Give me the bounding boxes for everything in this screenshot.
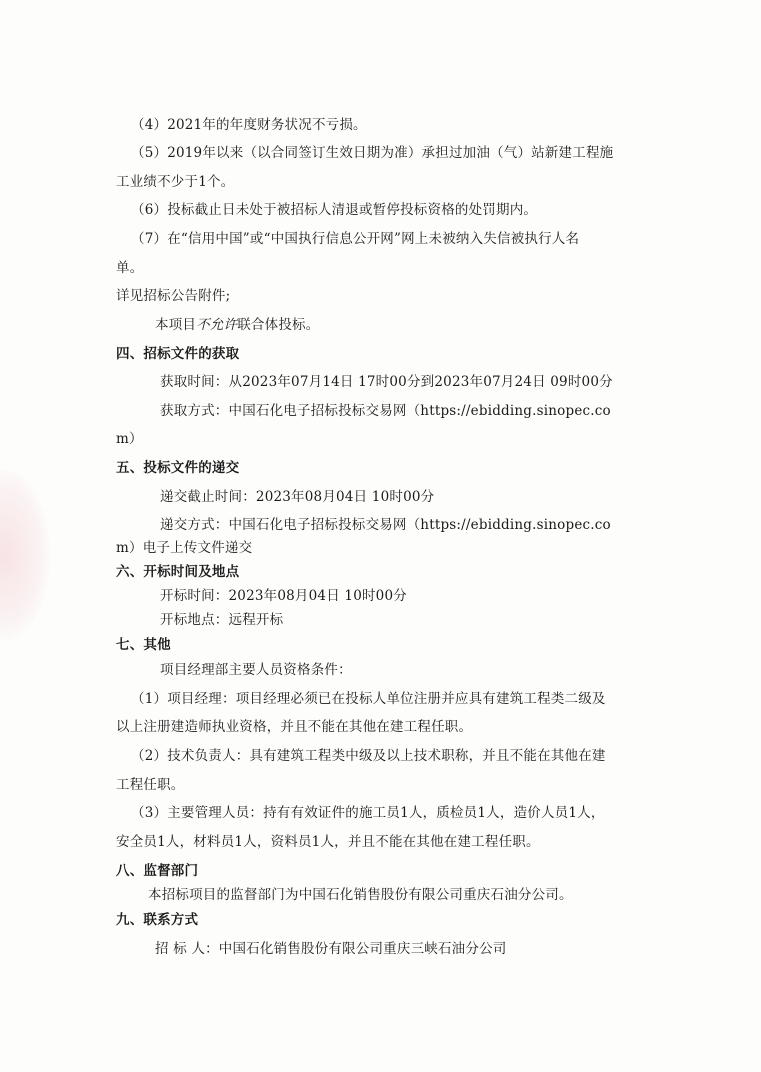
requirement-4: （4）2021年的年度财务状况不亏损。 — [131, 117, 367, 133]
section-7-item-2-cont: 工程任职。 — [116, 777, 185, 793]
section-6-time: 开标时间：2023年08月04日 10时00分 — [160, 588, 407, 604]
consortium-note-pre: 本项目 — [155, 317, 197, 333]
section-5-deadline: 递交截止时间：2023年08月04日 10时00分 — [160, 489, 435, 505]
section-9-tenderer: 招 标 人：中国石化销售股份有限公司重庆三峡石油分公司 — [155, 941, 507, 957]
seal-stamp-fragment — [0, 470, 50, 640]
requirement-7: （7）在“信用中国”或“中国执行信息公开网”网上未被纳入失信被执行人名 — [131, 231, 580, 247]
section-4-time: 获取时间：从2023年07月14日 17时00分到2023年07月24日 09时00分 — [160, 374, 613, 390]
section-7-item-3-cont: 安全员1人，材料员1人，资料员1人，并且不能在其他在建工程任职。 — [116, 834, 540, 850]
requirement-5-cont: 工业绩不少于1个。 — [116, 174, 235, 190]
section-8-text: 本招标项目的监督部门为中国石化销售股份有限公司重庆石油分公司。 — [148, 887, 573, 903]
section-5-method: 递交方式：中国石化电子招标投标交易网（https://ebidding.sinopec.co — [160, 517, 611, 533]
section-5-method-cont: m）电子上传文件递交 — [116, 540, 253, 556]
section-7-heading: 七、其他 — [116, 637, 171, 653]
requirement-5: （5）2019年以来（以合同签订生效日期为准）承担过加油（气）站新建工程施 — [131, 145, 614, 161]
section-6-heading: 六、开标时间及地点 — [116, 564, 240, 580]
section-7-intro: 项目经理部主要人员资格条件： — [160, 662, 352, 678]
section-8-heading: 八、监督部门 — [116, 863, 199, 879]
section-7-item-1: （1）项目经理：项目经理必须已在投标人单位注册并应具有建筑工程类二级及 — [131, 691, 606, 707]
requirement-7-cont: 单。 — [116, 260, 144, 276]
consortium-note-post: 联合体投标。 — [237, 317, 320, 333]
section-6-location: 开标地点：远程开标 — [160, 612, 284, 628]
consortium-note-emphasis: 不允许 — [196, 317, 238, 333]
section-7-item-1-cont: 以上注册建造师执业资格，并且不能在其他在建工程任职。 — [116, 719, 473, 735]
section-9-heading: 九、联系方式 — [116, 912, 199, 928]
section-4-method-cont: m） — [116, 431, 143, 447]
section-7-item-2: （2）技术负责人：具有建筑工程类中级及以上技术职称，并且不能在其他在建 — [131, 748, 606, 764]
see-attachment-note: 详见招标公告附件; — [116, 288, 231, 304]
consortium-note — [155, 316, 319, 334]
section-5-heading: 五、投标文件的递交 — [116, 460, 240, 476]
requirement-6: （6）投标截止日未处于被招标人清退或暂停投标资格的处罚期内。 — [131, 202, 538, 218]
section-7-item-3: （3）主要管理人员：持有有效证件的施工员1人，质检员1人，造价人员1人， — [131, 805, 605, 821]
section-4-method: 获取方式：中国石化电子招标投标交易网（https://ebidding.sinopec.co — [160, 403, 611, 419]
section-4-heading: 四、招标文件的获取 — [116, 346, 240, 362]
